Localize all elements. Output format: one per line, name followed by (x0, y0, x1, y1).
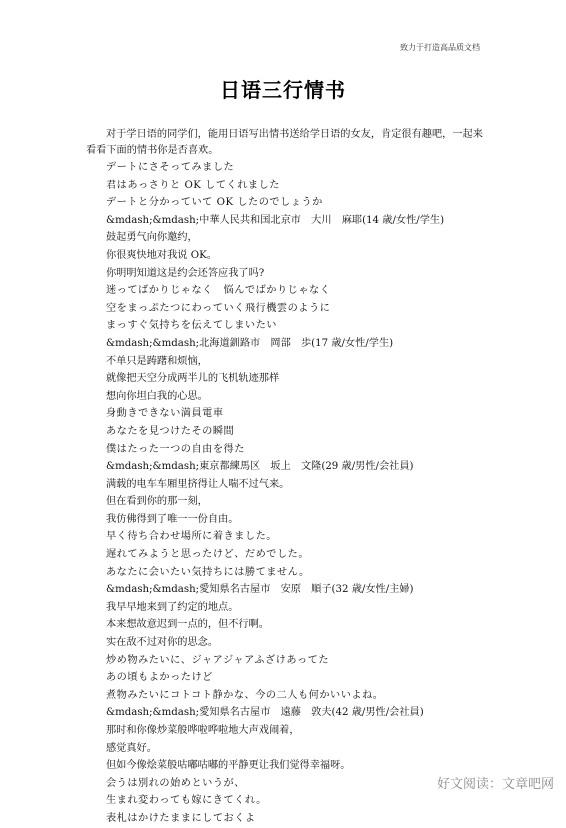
text-line: 炒め物みたいに、ジャアジャアふざけあってた (106, 654, 330, 666)
text-line: あなたを見つけたその瞬間 (106, 425, 235, 437)
text-line: 早く待ち合わせ場所に着きました。 (106, 531, 277, 543)
text-line: 僕はたった一つの自由を得た (106, 443, 245, 455)
attribution-line: &mdash;&mdash;愛知県名古屋市 遠藤 敦夫(42 歳/男性/会社員) (106, 707, 424, 719)
watermark: 好文阅读：文章吧网 (436, 777, 554, 792)
text-line: あなたに会いたい気持ちには勝てません。 (106, 566, 310, 578)
attribution-line: &mdash;&mdash;愛知県名古屋市 安原 順子(32 歳/女性/主婦) (106, 584, 414, 596)
text-line: 煮物みたいにコトコト静かな、今の二人も何かいいよね。 (106, 689, 384, 701)
poem-lines (86, 159, 486, 828)
text-line: 我仿佛得到了唯一一份自由。 (106, 513, 239, 525)
text-line: 空をまっぷたつにわっていく飛行機雲のように (106, 302, 331, 314)
intro-paragraph: 对于学日语的同学们，能用日语写出情书送给学日语的女友，肯定很有趣吧，一起来看看下面的情书你是否喜欢。 (86, 129, 483, 156)
text-line: 就像把天空分成两半儿的飞机轨迹那样 (106, 373, 280, 385)
text-line: 但在看到你的那一刻， (106, 496, 208, 508)
text-line: まっすぐ気持ちを伝えてしまいたい (106, 320, 277, 332)
text-line: 满载的电车车厢里挤得让人喘不过气来。 (106, 478, 290, 490)
text-line: 遅れてみようと思ったけど、だめでした。 (106, 549, 310, 561)
text-line: 那时和你像炒菜般哗啦哗啦地大声戏闹着， (106, 725, 300, 736)
attribution-line: &mdash;&mdash;東京都練馬区 坂上 文隆(29 歳/男性/会社員) (106, 461, 414, 473)
text-line: 感觉真好。 (106, 742, 157, 754)
text-line: デートと分かっていて OK したのでしょうか (106, 197, 323, 209)
text-line: 你很爽快地对我说 OK。 (106, 249, 217, 261)
text-line: 我早早地来到了约定的地点。 (106, 601, 239, 613)
text-line: 想向你坦白我的心思。 (106, 390, 208, 402)
document-title: 日语三行情书 (220, 78, 346, 102)
text-line: 实在敌不过对你的思念。 (106, 637, 219, 649)
attribution-line: &mdash;&mdash;中華人民共和国北京市 大川 麻耶(14 歳/女性/学生) (106, 214, 445, 226)
text-line: 身動きできない満員電車 (106, 408, 224, 420)
text-line: 会うは別れの始めというが、 (106, 777, 245, 789)
text-line: 你明明知道这是约会还答应我了吗? (106, 267, 265, 279)
text-line: あの頃もよかったけど (106, 672, 213, 684)
text-line: 不单只是踌躇和烦恼， (106, 355, 208, 367)
text-line: 本来想故意迟到一点的，但不行啊。 (106, 619, 269, 631)
document-body (86, 127, 486, 828)
text-line: 鼓起勇气向你邀约， (106, 232, 198, 244)
attribution-line: &mdash;&mdash;北海道釧路市 岡部 歩(17 歳/女性/学生) (106, 337, 394, 349)
text-line: 迷ってばかりじゃなく 悩んでばかりじゃなく (106, 285, 331, 297)
text-line: デートにさそってみました (106, 162, 235, 173)
text-line: 表札はかけたままにしておくよ (106, 812, 256, 824)
text-line: 但如今像烩菜般咕嘟咕嘟的平静更让我们觉得幸福呀。 (106, 760, 351, 772)
text-line: 君はあっさりと OK してくれました (106, 179, 280, 191)
text-line: 生まれ変わっても嫁にきてくれ。 (106, 795, 267, 807)
header-note: 致力于打造高品质文档 (400, 43, 480, 52)
